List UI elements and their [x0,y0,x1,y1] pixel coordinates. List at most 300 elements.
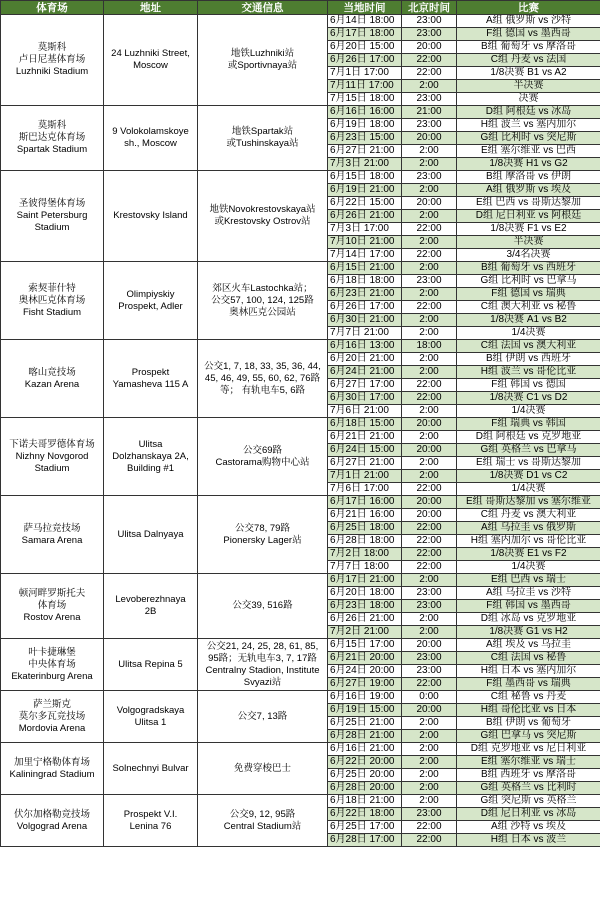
venue-name-line: Fisht Stadium [22,306,82,318]
local-time-cell: 6月15日 18:00 [328,171,402,184]
beijing-time-cell: 2:00 [402,80,457,93]
venue-name-cell [1,106,104,171]
beijing-time-cell: 23:00 [402,665,457,678]
match-cell: A组 沙特 vs 埃及 [457,821,600,834]
beijing-time-cell: 2:00 [402,327,457,340]
local-time-cell: 6月23日 18:00 [328,600,402,613]
transport-line: 公交57, 100, 124, 125路 [211,294,314,306]
beijing-time-cell: 22:00 [402,249,457,262]
beijing-time-cell: 2:00 [402,457,457,470]
venue-transport-cell [198,795,328,847]
venue-name-line: 中央体育场 [28,658,76,670]
address-line: 2B [144,606,157,617]
venue-name-cell [1,639,104,691]
beijing-time-cell: 21:00 [402,106,457,119]
match-cell: B组 伊朗 vs 葡萄牙 [457,717,600,730]
address-line: Volgogradskaya [116,704,185,716]
local-time-cell: 6月15日 17:00 [328,639,402,652]
beijing-time-cell: 23:00 [402,28,457,41]
match-cell: H组 塞内加尔 vs 哥伦比亚 [457,535,600,548]
venue-name-line: 顿河畔罗斯托夫 [18,588,86,599]
match-cell: 1/4决赛 [457,405,600,418]
match-cell: E组 塞尔维亚 vs 巴西 [457,145,600,158]
beijing-time-cell: 2:00 [402,262,457,275]
beijing-time-cell: 2:00 [402,405,457,418]
local-time-cell: 6月24日 15:00 [328,444,402,457]
match-cell: G组 比利时 vs 巴拿马 [457,275,600,288]
venue-name-cell [1,496,104,574]
venue-name-line: Nizhny Novgorod [15,450,89,462]
venue-address-cell [104,691,198,743]
beijing-time-cell: 22:00 [402,483,457,496]
match-row [1,639,600,652]
venue-name-line: Kazan Arena [24,378,80,390]
address-line: Lenina 76 [129,820,172,832]
address-line: Olimpiyskiy [126,288,175,300]
match-cell: A组 埃及 vs 乌拉圭 [457,639,600,652]
transport-line: 或Krestovsky Ostrov站 [214,216,311,227]
match-cell: C组 秘鲁 vs 丹麦 [457,691,600,704]
venue-transport-cell [198,15,328,106]
match-cell: E组 塞尔维亚 vs 瑞士 [457,756,600,769]
address-line: Prospekt [131,366,170,378]
beijing-time-cell: 23:00 [402,652,457,665]
local-time-cell: 6月16日 16:00 [328,106,402,119]
address-line: Solnechnyi Bulvar [112,762,189,774]
address-line: sh., Moscow [124,138,177,149]
venue-name-line: Rostov Arena [23,612,81,623]
header-beijing-time: 北京时间 [402,1,457,15]
venue-address-cell [104,639,198,691]
beijing-time-cell: 2:00 [402,314,457,327]
transport-line: 95路；无轨电车3, 7, 17路 [208,652,317,664]
match-cell: B组 西班牙 vs 摩洛哥 [457,769,600,782]
match-cell: B组 摩洛哥 vs 伊朗 [457,171,600,184]
local-time-cell: 7月7日 21:00 [328,327,402,340]
local-time-cell: 6月16日 19:00 [328,691,402,704]
venue-name-line: 莫斯科 [37,120,67,131]
local-time-cell: 6月28日 17:00 [328,834,402,847]
local-time-cell: 6月25日 17:00 [328,821,402,834]
match-cell: 1/8决赛 F1 vs E2 [457,223,600,236]
transport-line: Pionersky Lager站 [223,534,302,546]
match-cell: C组 丹麦 vs 法国 [457,54,600,67]
match-row [1,795,600,808]
beijing-time-cell: 2:00 [402,158,457,171]
transport-line: 公交7, 13路 [237,710,288,722]
beijing-time-cell: 23:00 [402,93,457,106]
match-cell: D组 冰岛 vs 克罗地亚 [457,613,600,626]
venue-name-line: 伏尔加格勒竞技场 [13,808,90,820]
venue-name-line: 莫尔多瓦竞技场 [18,710,86,722]
beijing-time-cell: 23:00 [402,119,457,132]
transport-line: 地铁Novokrestovskaya站 [209,204,316,215]
venue-name-cell [1,691,104,743]
venue-transport-cell [198,340,328,418]
local-time-cell: 6月14日 18:00 [328,15,402,28]
match-cell: C组 法国 vs 秘鲁 [457,652,600,665]
match-cell: B组 葡萄牙 vs 西班牙 [457,262,600,275]
match-cell: 1/8决赛 D1 vs C2 [457,470,600,483]
address-line: Prospekt, Adler [118,300,183,312]
match-cell: F组 韩国 vs 墨西哥 [457,600,600,613]
venue-name-cell [1,15,104,106]
beijing-time-cell: 0:00 [402,691,457,704]
match-cell: C组 澳大利亚 vs 秘鲁 [457,301,600,314]
local-time-cell: 6月30日 21:00 [328,314,402,327]
beijing-time-cell: 22:00 [402,821,457,834]
match-cell: A组 俄罗斯 vs 埃及 [457,184,600,197]
beijing-time-cell: 2:00 [402,782,457,795]
local-time-cell: 6月24日 21:00 [328,366,402,379]
match-cell: 1/8决赛 E1 vs F2 [457,548,600,561]
beijing-time-cell: 2:00 [402,730,457,743]
beijing-time-cell: 2:00 [402,353,457,366]
match-row [1,262,600,275]
venue-name-line: Luzhniki Stadium [15,66,89,77]
local-time-cell: 6月19日 18:00 [328,119,402,132]
beijing-time-cell: 22:00 [402,67,457,80]
venue-name-cell [1,171,104,262]
local-time-cell: 7月15日 18:00 [328,93,402,106]
venue-address-cell [104,171,198,262]
beijing-time-cell: 23:00 [402,275,457,288]
local-time-cell: 6月21日 21:00 [328,431,402,444]
beijing-time-cell: 2:00 [402,145,457,158]
venue-transport-cell [198,262,328,340]
match-cell: E组 巴西 vs 哥斯达黎加 [457,197,600,210]
match-cell: 1/8决赛 A1 vs B2 [457,314,600,327]
local-time-cell: 7月10日 21:00 [328,236,402,249]
beijing-time-cell: 2:00 [402,184,457,197]
transport-line: 45, 46, 49, 55, 60, 62, 76路 [204,372,321,384]
address-line: Dolzhanskaya 2A, [112,450,189,462]
local-time-cell: 6月21日 16:00 [328,509,402,522]
match-row [1,15,600,28]
match-cell: F组 德国 vs 瑞典 [457,288,600,301]
header-match: 比赛 [457,1,600,15]
venue-address-cell [104,262,198,340]
beijing-time-cell: 20:00 [402,41,457,54]
beijing-time-cell: 22:00 [402,301,457,314]
transport-line: 免费穿梭巴士 [233,762,291,774]
venue-name-line: 圣彼得堡体育场 [18,198,86,209]
beijing-time-cell: 2:00 [402,236,457,249]
match-row [1,691,600,704]
match-cell: F组 德国 vs 墨西哥 [457,28,600,41]
transport-line: 郊区火车Lastochka站； [212,282,313,294]
match-cell: D组 尼日利亚 vs 阿根廷 [457,210,600,223]
match-cell: 决赛 [457,93,600,106]
local-time-cell: 7月1日 21:00 [328,470,402,483]
match-cell: G组 比利时 vs 突尼斯 [457,132,600,145]
match-cell: 半决赛 [457,80,600,93]
match-cell: G组 巴拿马 vs 突尼斯 [457,730,600,743]
beijing-time-cell: 23:00 [402,587,457,600]
venue-address-cell [104,496,198,574]
local-time-cell: 6月21日 20:00 [328,652,402,665]
local-time-cell: 6月19日 15:00 [328,704,402,717]
venue-name-line: 体育场 [37,600,67,611]
venue-name-line: Samara Arena [21,534,83,546]
beijing-time-cell: 20:00 [402,639,457,652]
beijing-time-cell: 20:00 [402,197,457,210]
match-cell: H组 波兰 vs 塞内加尔 [457,119,600,132]
local-time-cell: 7月6日 21:00 [328,405,402,418]
local-time-cell: 6月16日 21:00 [328,743,402,756]
match-cell: B组 葡萄牙 vs 摩洛哥 [457,41,600,54]
beijing-time-cell: 2:00 [402,366,457,379]
local-time-cell: 6月20日 15:00 [328,41,402,54]
beijing-time-cell: 2:00 [402,288,457,301]
local-time-cell: 6月28日 20:00 [328,782,402,795]
local-time-cell: 6月20日 18:00 [328,587,402,600]
transport-line: 地铁Luzhniki站 [230,48,295,59]
venue-name-line: 萨马拉竞技场 [23,522,81,534]
venue-name-line: Stadium [34,462,70,474]
beijing-time-cell: 20:00 [402,509,457,522]
venue-name-line: Kaliningrad Stadium [9,768,95,780]
venue-name-cell [1,795,104,847]
beijing-time-cell: 22:00 [402,223,457,236]
venue-address-cell [104,106,198,171]
match-cell: C组 丹麦 vs 澳大利亚 [457,509,600,522]
match-cell: E组 瑞士 vs 哥斯达黎加 [457,457,600,470]
venue-name-cell [1,262,104,340]
beijing-time-cell: 18:00 [402,340,457,353]
venue-address-cell [104,795,198,847]
transport-line: 公交9, 12, 95路 [229,808,296,820]
match-row [1,106,600,119]
local-time-cell: 6月18日 21:00 [328,795,402,808]
match-cell: G组 英格兰 vs 巴拿马 [457,444,600,457]
beijing-time-cell: 2:00 [402,574,457,587]
match-cell: 1/4决赛 [457,327,600,340]
venue-name-line: Saint Petersburg [16,210,88,221]
transport-line: Svyazi站 [243,676,282,688]
venue-name-cell [1,574,104,639]
beijing-time-cell: 22:00 [402,54,457,67]
match-cell: 1/8决赛 B1 vs A2 [457,67,600,80]
venue-name-line: 斯巴达克体育场 [18,132,86,143]
local-time-cell: 7月7日 18:00 [328,561,402,574]
transport-line: Centralny Stadion, Institute [205,664,320,676]
match-cell: 1/8决赛 H1 vs G2 [457,158,600,171]
beijing-time-cell: 22:00 [402,535,457,548]
venue-transport-cell [198,574,328,639]
local-time-cell: 6月23日 21:00 [328,288,402,301]
beijing-time-cell: 23:00 [402,600,457,613]
local-time-cell: 6月26日 17:00 [328,301,402,314]
match-cell: G组 突尼斯 vs 英格兰 [457,795,600,808]
local-time-cell: 6月26日 21:00 [328,210,402,223]
match-cell: A组 乌拉圭 vs 沙特 [457,587,600,600]
beijing-time-cell: 23:00 [402,15,457,28]
address-line: Ulitsa Repina 5 [118,658,183,670]
venue-address-cell [104,743,198,795]
match-cell: 半决赛 [457,236,600,249]
match-cell: 1/4决赛 [457,561,600,574]
local-time-cell: 6月25日 20:00 [328,769,402,782]
local-time-cell: 6月26日 17:00 [328,54,402,67]
beijing-time-cell: 23:00 [402,171,457,184]
local-time-cell: 6月27日 21:00 [328,145,402,158]
match-cell: F组 墨西哥 vs 瑞典 [457,678,600,691]
match-cell: B组 伊朗 vs 西班牙 [457,353,600,366]
local-time-cell: 6月19日 21:00 [328,184,402,197]
local-time-cell: 6月17日 21:00 [328,574,402,587]
match-cell: H组 哥伦比亚 vs 日本 [457,704,600,717]
match-cell: 1/8决赛 G1 vs H2 [457,626,600,639]
beijing-time-cell: 22:00 [402,834,457,847]
beijing-time-cell: 2:00 [402,795,457,808]
beijing-time-cell: 2:00 [402,626,457,639]
local-time-cell: 7月6日 17:00 [328,483,402,496]
venue-transport-cell [198,171,328,262]
beijing-time-cell: 2:00 [402,717,457,730]
header-venue: 体育场 [1,1,104,15]
match-cell: G组 英格兰 vs 比利时 [457,782,600,795]
match-cell: D组 阿根廷 vs 克罗地亚 [457,431,600,444]
beijing-time-cell: 22:00 [402,522,457,535]
address-line: Yamasheva 115 A [112,378,189,390]
header-address: 地址 [104,1,198,15]
header-row [1,1,600,15]
match-row [1,418,600,431]
venue-name-cell [1,418,104,496]
beijing-time-cell: 2:00 [402,756,457,769]
match-cell: D组 尼日利亚 vs 冰岛 [457,808,600,821]
transport-line: 公交69路 [242,444,283,456]
transport-line: 等； 有轨电车5, 6路 [220,384,305,396]
local-time-cell: 6月18日 15:00 [328,418,402,431]
venue-name-cell [1,340,104,418]
venue-transport-cell [198,418,328,496]
local-time-cell: 6月16日 13:00 [328,340,402,353]
venue-address-cell [104,574,198,639]
local-time-cell: 6月18日 18:00 [328,275,402,288]
beijing-time-cell: 2:00 [402,743,457,756]
address-line: 24 Luzhniki Street, [111,48,190,59]
local-time-cell: 7月3日 21:00 [328,158,402,171]
match-cell: D组 阿根廷 vs 冰岛 [457,106,600,119]
beijing-time-cell: 20:00 [402,132,457,145]
transport-line: 公交21, 24, 25, 28, 61, 85, [206,640,319,652]
match-cell: D组 克罗地亚 vs 尼日利亚 [457,743,600,756]
match-cell: C组 法国 vs 澳大利亚 [457,340,600,353]
transport-line: 奥林匹克公园站 [229,306,296,318]
venue-address-cell [104,15,198,106]
match-row [1,496,600,509]
venue-address-cell [104,340,198,418]
transport-line: Central Stadium站 [223,820,302,832]
address-line: Building #1 [126,462,174,474]
venue-transport-cell [198,639,328,691]
beijing-time-cell: 20:00 [402,704,457,717]
beijing-time-cell: 2:00 [402,613,457,626]
local-time-cell: 6月30日 17:00 [328,392,402,405]
venue-name-line: 加里宁格勒体育场 [13,756,90,768]
venue-name-cell [1,743,104,795]
local-time-cell: 7月1日 17:00 [328,67,402,80]
address-line: Ulitsa [138,438,163,450]
match-cell: H组 日本 vs 波兰 [457,834,600,847]
header-local-time: 当地时间 [328,1,402,15]
match-row [1,171,600,184]
local-time-cell: 7月3日 17:00 [328,223,402,236]
venue-name-line: 索契菲什特 [28,282,76,294]
venue-name-line: 下诺夫哥罗德体育场 [9,438,95,450]
transport-line: 公交1, 7, 18, 33, 35, 36, 44, [204,360,321,372]
local-time-cell: 6月27日 17:00 [328,379,402,392]
match-row [1,743,600,756]
local-time-cell: 6月20日 21:00 [328,353,402,366]
match-cell: A组 乌拉圭 vs 俄罗斯 [457,522,600,535]
match-row [1,340,600,353]
venue-name-line: 喀山竞技场 [28,366,76,378]
local-time-cell: 6月25日 18:00 [328,522,402,535]
beijing-time-cell: 22:00 [402,561,457,574]
local-time-cell: 6月27日 19:00 [328,678,402,691]
venue-address-cell [104,418,198,496]
address-line: 9 Volokolamskoye [112,126,189,137]
local-time-cell: 7月11日 17:00 [328,80,402,93]
beijing-time-cell: 2:00 [402,769,457,782]
match-cell: 1/4决赛 [457,483,600,496]
local-time-cell: 6月28日 18:00 [328,535,402,548]
venue-name-line: 卢日尼基体育场 [18,54,86,65]
local-time-cell: 6月27日 21:00 [328,457,402,470]
address-line: Krestovsky Island [113,210,188,221]
beijing-time-cell: 22:00 [402,392,457,405]
match-cell: 3/4名决赛 [457,249,600,262]
header-transport: 交通信息 [198,1,328,15]
transport-line: 或Tushinskaya站 [226,138,299,149]
local-time-cell: 6月17日 18:00 [328,28,402,41]
venue-name-line: 莫斯科 [37,42,67,53]
match-cell: F组 瑞典 vs 韩国 [457,418,600,431]
beijing-time-cell: 22:00 [402,548,457,561]
venue-transport-cell [198,743,328,795]
address-line: Ulitsa 1 [134,716,167,728]
address-line: Prospekt V.I. [123,808,178,820]
local-time-cell: 7月14日 17:00 [328,249,402,262]
beijing-time-cell: 2:00 [402,470,457,483]
venue-name-line: Mordovia Arena [18,722,86,734]
address-line: Levoberezhnaya [115,594,186,605]
venue-name-line: 奥林匹克体育场 [18,294,86,306]
local-time-cell: 6月22日 15:00 [328,197,402,210]
transport-line: 地铁Spartak站 [231,126,294,137]
beijing-time-cell: 22:00 [402,678,457,691]
match-cell: 1/8决赛 C1 vs D2 [457,392,600,405]
venue-transport-cell [198,691,328,743]
match-cell: E组 哥斯达黎加 vs 塞尔维亚 [457,496,600,509]
match-cell: H组 波兰 vs 哥伦比亚 [457,366,600,379]
local-time-cell: 6月17日 16:00 [328,496,402,509]
local-time-cell: 6月22日 20:00 [328,756,402,769]
address-line: Ulitsa Dalnyaya [117,528,184,540]
venue-name-line: Spartak Stadium [16,144,88,155]
beijing-time-cell: 20:00 [402,418,457,431]
local-time-cell: 6月25日 21:00 [328,717,402,730]
beijing-time-cell: 22:00 [402,379,457,392]
match-cell: F组 韩国 vs 德国 [457,379,600,392]
beijing-time-cell: 23:00 [402,808,457,821]
match-cell: E组 巴西 vs 瑞士 [457,574,600,587]
local-time-cell: 6月15日 21:00 [328,262,402,275]
venue-name-line: Stadium [34,222,70,233]
